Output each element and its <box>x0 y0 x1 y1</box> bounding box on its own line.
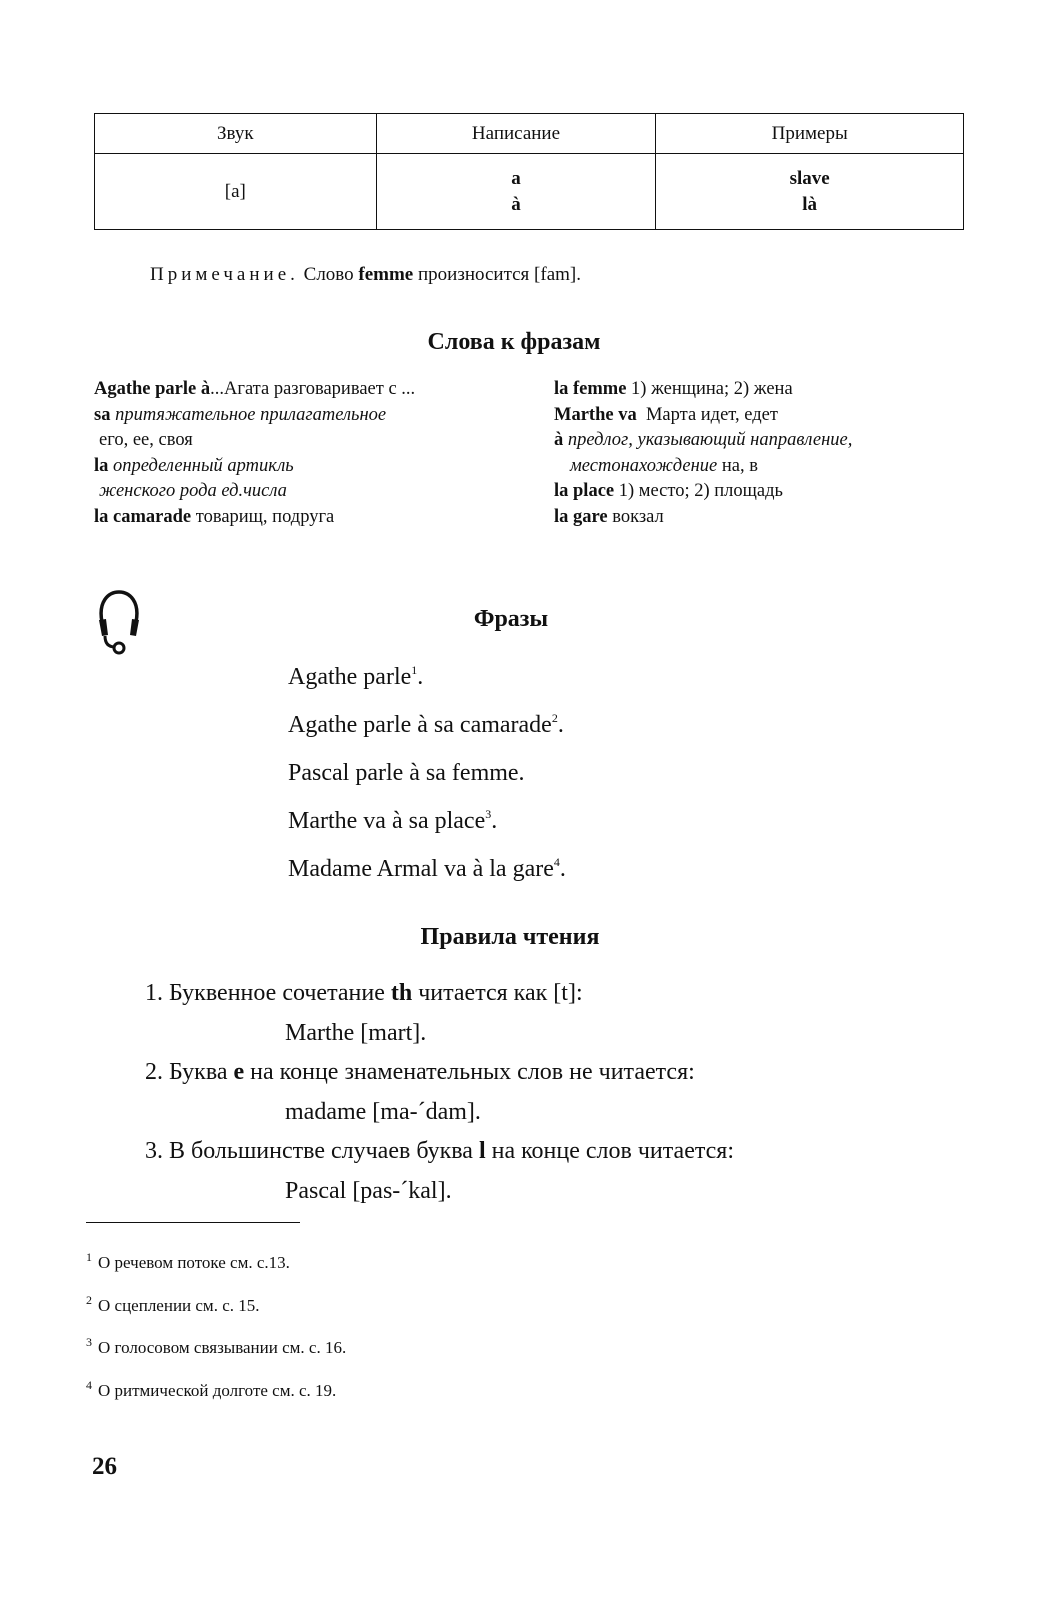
rule-example: Pascal [pas-ˊkal]. <box>285 1177 452 1204</box>
vocab-entry <box>554 377 852 403</box>
rules-heading: Правила чтения <box>420 924 600 950</box>
table-header-row <box>95 114 964 154</box>
phrase-text: Marthe va à sa place <box>288 808 486 834</box>
rule-text: читается как [t]: <box>412 980 583 1006</box>
rule-letter: l <box>478 1138 486 1164</box>
vocab-translation: ...Агата разговаривает с ... <box>210 379 416 399</box>
rule-text: на конце знаменательных слов не читается: <box>244 1059 695 1085</box>
note-word: femme <box>358 264 414 285</box>
vocab-translation: Марта идет, едет <box>636 404 778 425</box>
phrase <box>288 804 566 852</box>
footnote-ref: 2 <box>551 711 558 725</box>
footnote-number: 1 <box>86 1250 92 1264</box>
vocab-entry <box>94 377 415 403</box>
footnote-ref: 1 <box>411 663 418 677</box>
vocab-grammar: предлог, указывающий направление, <box>567 430 853 451</box>
sound-table <box>94 113 964 230</box>
vocab-right-column <box>554 377 852 531</box>
phrase-end: . <box>557 712 564 738</box>
phrase-end: . <box>559 856 566 882</box>
footnote <box>86 1378 346 1421</box>
phrases-heading: Фразы <box>473 606 549 632</box>
vocab-entry <box>554 505 852 531</box>
phrase-text: Agathe parle <box>288 664 412 690</box>
vocab-translation: его, ее, своя <box>99 430 193 451</box>
footnotes <box>86 1250 346 1420</box>
vocab-term: à <box>554 430 568 451</box>
footnote-number: 4 <box>86 1377 92 1392</box>
vocab-entry <box>94 479 415 505</box>
note <box>150 264 581 286</box>
rule-letter: e <box>233 1059 245 1085</box>
vocab-grammar: притяжательное прилагательное <box>115 404 387 425</box>
phrase <box>288 756 566 804</box>
vocab-translation: 1) женщина; 2) жена <box>626 379 793 399</box>
rule <box>145 976 734 1016</box>
footnote <box>86 1250 346 1293</box>
vocab-term: la place <box>554 481 615 502</box>
vocab-term: Agathe parle à <box>94 379 211 399</box>
rule-example: madame [ma-ˊdam]. <box>285 1098 481 1125</box>
rule-text: 2. Буква <box>145 1059 234 1085</box>
vocab-translation: на, в <box>717 455 758 476</box>
footnote-number: 3 <box>86 1335 92 1349</box>
vocab-term: la <box>94 455 114 476</box>
rules-list <box>145 976 734 1213</box>
footnote-text: О голосовом связывании см. с. 16. <box>98 1338 347 1357</box>
phrase-text: Agathe parle à sa camarade <box>288 712 552 738</box>
footnote-number: 2 <box>86 1292 92 1307</box>
rule-example: Marthe [mart]. <box>285 1019 427 1046</box>
vocab-entry <box>94 428 415 454</box>
rule-text: 3. В большинстве случаев буква <box>145 1138 479 1164</box>
rule <box>145 1055 734 1095</box>
phrase <box>288 708 566 756</box>
table-row <box>95 154 964 230</box>
footnote-ref: 4 <box>553 855 560 869</box>
vocab-grammar: определенный артикль <box>113 455 294 476</box>
vocab-entry <box>94 454 415 480</box>
footnote-ref: 3 <box>485 807 492 821</box>
spelling-2: à <box>511 193 521 215</box>
phrase-text: Pascal parle à sa femme. <box>288 760 525 786</box>
example-2: là <box>802 193 818 215</box>
note-label: Примечание. <box>150 264 299 285</box>
vocab-entry <box>554 403 852 429</box>
vocab-entry <box>554 479 852 505</box>
header-examples: Примеры <box>656 114 964 154</box>
footnote <box>86 1335 346 1378</box>
vocab-term: la gare <box>554 506 608 527</box>
phrase <box>288 852 566 900</box>
footnote-separator <box>86 1222 300 1223</box>
phrase <box>288 660 566 708</box>
note-text-before: Слово <box>298 264 359 285</box>
vocab-term: la femme <box>554 379 627 399</box>
vocab-translation: товарищ, подруга <box>191 506 335 527</box>
example-1: slave <box>789 167 830 189</box>
vocab-term: sa <box>94 404 116 425</box>
phrase-text: Madame Armal va à la gare <box>288 856 554 882</box>
vocab-entry <box>94 403 415 429</box>
rule-letter: th <box>390 980 413 1006</box>
cell-sound: [a] <box>95 154 377 230</box>
note-text-after: произносится [fam]. <box>413 264 581 285</box>
vocab-translation: 1) место; 2) площадь <box>614 481 783 502</box>
rule-text: 1. Буквенное сочетание <box>145 980 391 1006</box>
footnote-text: О сцеплении см. с. 15. <box>98 1295 260 1315</box>
phrase-end: . <box>417 664 424 690</box>
vocab-left-column <box>94 377 415 531</box>
vocab-term: Marthe va <box>554 404 637 425</box>
rule-text: на конце слов читается: <box>485 1138 734 1164</box>
vocab-heading: Слова к фразам <box>427 329 601 355</box>
spelling-1: a <box>511 167 521 189</box>
footnote-text: О ритмической долготе см. с. 19. <box>98 1380 337 1400</box>
rule <box>145 1134 734 1174</box>
cell-spelling <box>376 154 656 230</box>
header-sound: Звук <box>95 114 377 154</box>
cell-examples <box>656 154 964 230</box>
vocab-term: la camarade <box>94 506 192 527</box>
vocab-grammar: местонахождение <box>570 455 718 476</box>
vocab-entry <box>554 454 852 480</box>
phrases-list <box>288 660 566 900</box>
vocab-entry <box>94 505 415 531</box>
page-number: 26 <box>92 1453 117 1480</box>
phrase-end: . <box>491 808 498 834</box>
vocab-translation: вокзал <box>607 506 664 527</box>
vocab-grammar: женского рода ед.числа <box>99 481 287 502</box>
footnote <box>86 1293 346 1336</box>
footnote-text: О речевом потоке см. с.13. <box>98 1253 290 1272</box>
header-spelling: Написание <box>376 114 656 154</box>
vocab-entry <box>554 428 852 454</box>
